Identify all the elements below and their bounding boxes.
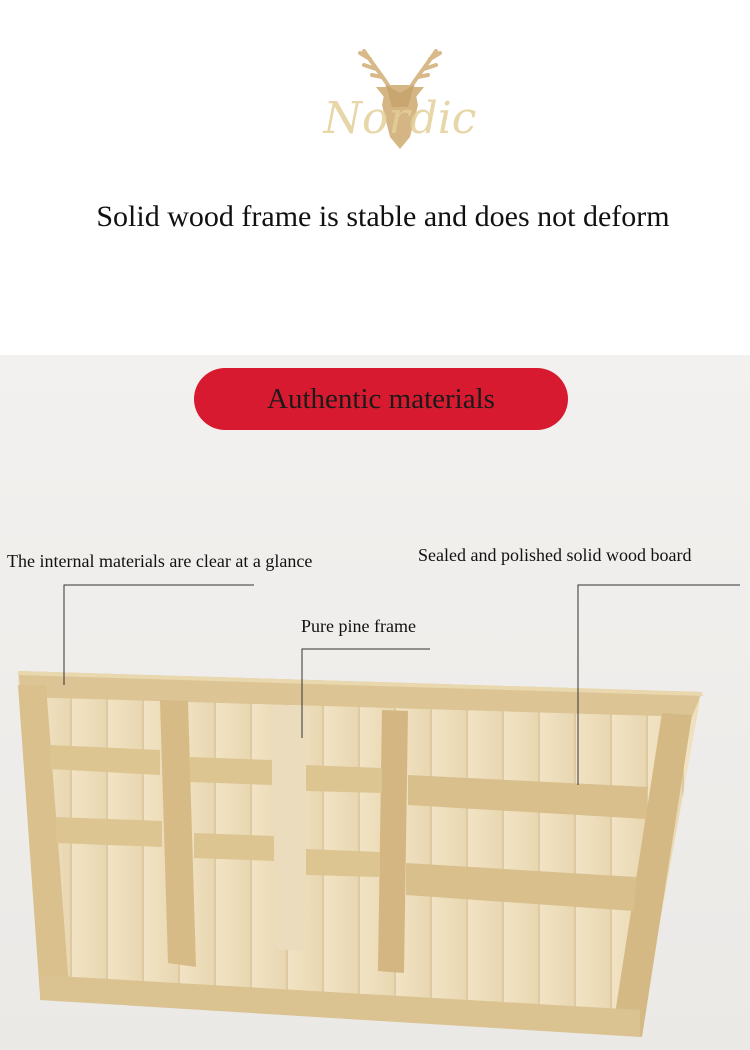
- logo-text: Nordic: [323, 93, 477, 144]
- wood-frame-illustration: [0, 355, 750, 1050]
- banner-label: Authentic materials: [267, 382, 495, 415]
- callout-pine-frame: Pure pine frame: [301, 616, 416, 636]
- callout-sealed-board: Sealed and polished solid wood board: [418, 545, 692, 565]
- callout-internal-materials: The internal materials are clear at a glance: [7, 551, 313, 571]
- headline: Solid wood frame is stable and does not deform: [96, 200, 670, 233]
- authentic-materials-banner: [194, 368, 568, 430]
- brand-logo: [300, 45, 500, 160]
- deer-head-icon: [360, 51, 440, 85]
